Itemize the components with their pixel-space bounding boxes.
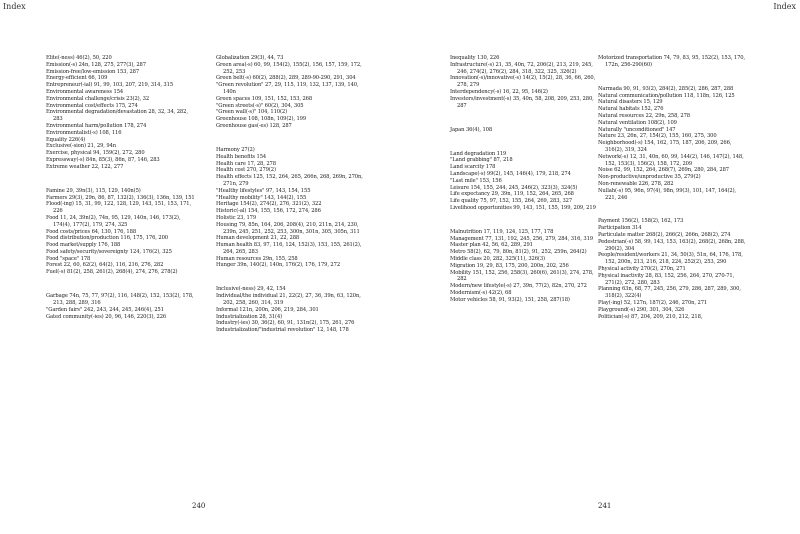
- index-entry: Globalization 29(3), 44, 73: [216, 55, 284, 61]
- index-entry: Natural ventilation 108(2), 109: [598, 119, 677, 126]
- index-column-1: [46, 55, 196, 320]
- index-entry: Network(-s) 12, 31, 40n, 60, 99, 144(2), 146, 147(2), 148, 152, 153(3), 156(2), 158, 172, 209: [598, 153, 744, 167]
- index-entry: Industrialization/"industrial revolution" 12, 148, 178: [216, 327, 349, 334]
- index-entry: Green belt(-s) 60(2), 288(2), 289, 289-90-290, 291, 304: [216, 75, 356, 82]
- index-entry: Exercise, physical 94, 159(2), 272, 280: [46, 150, 145, 157]
- index-entry: Extreme weather 22, 122, 277: [46, 163, 124, 170]
- index-gap: [450, 139, 600, 146]
- index-entry: Investors/investment(-s) 35, 40n, 58, 208, 209, 253, 280, 287: [450, 95, 594, 109]
- index-entry: Housing 79, 85n, 164, 206, 208(4), 210, 211n, 214, 230, 239n, 245, 251, 252, 253, 300n, 301n, 305, 305n, 311: [216, 221, 360, 235]
- index-entry: Noise 62, 99, 152, 264, 268(7), 269n, 280, 284, 287: [598, 167, 729, 174]
- index-entry: Inclusive(-ness) 29, 42, 154: [216, 286, 286, 293]
- index-entry: Inequality 130, 226: [450, 55, 500, 61]
- index-gap: [598, 207, 748, 214]
- index-entry: Payment 156(2), 158(2), 162, 173: [598, 218, 684, 225]
- index-entry: Participation 314: [598, 225, 642, 232]
- index-gap: [216, 274, 366, 281]
- index-gap: [450, 217, 600, 224]
- index-entry: Physical activity 270(2), 270n, 271: [598, 266, 686, 273]
- index-entry: Mobility 151, 152, 256, 258(3), 260(6), 261(3), 274, 278, 282: [450, 269, 594, 283]
- index-entry: Environmental degradation/devastation 28, 32, 34, 282, 283: [46, 109, 188, 123]
- index-entry: Natural communication/pollution 118, 118n, 126, 125: [598, 92, 735, 99]
- index-entry: Leisure 154, 155, 244, 245, 246(2), 323(3), 324(5): [450, 184, 578, 191]
- index-entry: Greenhouse gas(-es) 128, 287: [216, 122, 292, 129]
- index-entry: Entrepreneur(-ial) 91, 99, 103, 207, 219, 314, 315: [46, 82, 174, 89]
- running-head-right: Index: [773, 2, 796, 11]
- index-entry: Food distribution/production 116, 175, 176, 200: [46, 235, 168, 242]
- index-entry: Life quality 75, 97, 152, 155, 264, 269, 283, 327: [450, 198, 573, 205]
- index-entry: Health care 17, 28, 278: [216, 160, 276, 167]
- index-entry: Playground(-s) 290, 301, 304, 326: [598, 306, 685, 313]
- index-entry: Exclusive(-sion) 21, 29, 94n: [46, 143, 117, 150]
- index-entry: Motor vehicles 58, 91, 93(2), 151, 258, 287(18): [450, 296, 570, 303]
- index-entry: Life expectancy 29, 39n, 119, 152, 264, 265, 268: [450, 191, 574, 198]
- index-entry: Fuel(-s) 81(2), 258, 261(2), 268(4), 274, 276, 278(2): [46, 269, 178, 276]
- index-column-4: [598, 55, 748, 320]
- index-entry: Health benefits 154: [216, 153, 267, 160]
- index-entry: Pedestrian(-s) 58, 99, 143, 153, 163(2), 268(2), 268n, 288, 290(2), 304: [598, 238, 746, 252]
- index-entry: Equality 226(4): [46, 136, 86, 143]
- index-entry: Environmental challenge/crisis 23(2), 32: [46, 95, 150, 102]
- index-entry: Gated community(-ies) 20, 96, 146, 220(3), 226: [46, 313, 167, 320]
- index-entry: Non-productive/unproductive 35, 279(2): [598, 174, 701, 181]
- index-entry: Forest 22, 60, 62(2), 64(2), 116, 216, 276, 282: [46, 262, 164, 269]
- index-entry: Politician(-s) 87, 204, 209, 210, 212, 218,: [598, 313, 703, 320]
- right-page: [400, 0, 800, 534]
- index-entry: Historic(-al) 154, 155, 156, 172, 274, 286: [216, 208, 321, 215]
- index-entry: Migration 19, 29, 83, 175, 200, 200n, 202, 256: [450, 262, 569, 269]
- index-entry: "Last mile" 153, 156: [450, 177, 502, 184]
- index-gap: [216, 135, 366, 142]
- index-entry: Narmada 90, 91, 93(2), 284(2), 285(2), 286, 287, 288: [598, 85, 734, 92]
- index-entry: Elite(-ness) 46(2), 50, 220: [46, 55, 112, 61]
- index-entry: Land scarcity 178: [450, 164, 496, 171]
- index-entry: Land degradation 119: [450, 150, 507, 157]
- index-entry: "Green revolution" 27, 29, 115, 119, 132, 137, 139, 140, 140n: [216, 82, 359, 95]
- index-entry: People/resident/workers 21, 34, 50(3), 51n, 64, 176, 178, 152, 200n, 213, 216, 218, 224, 252(2), 253, 290: [598, 252, 743, 266]
- index-entry: Health effects 125, 152, 264, 265, 266n, 268, 269n, 270n, 271n, 279: [216, 174, 363, 187]
- index-entry: Food "space" 178: [46, 255, 91, 262]
- index-entry: Middle class 20, 282, 325(11), 326(3): [450, 256, 545, 263]
- index-entry: Innovation(-s)/innovative(-s) 14(2), 15(2), 28, 36, 66, 260, 278, 279: [450, 75, 596, 89]
- index-entry: Human health 83, 97, 116, 124, 152(3), 153, 155, 261(2), 264, 265, 283: [216, 242, 362, 255]
- index-entry: Non-renewable 226, 278, 282: [598, 180, 674, 187]
- index-entry: Food 11, 24, 39n(2), 74n, 95, 129, 140n, 146, 173(2), 174(4), 177(2), 179, 274, 325: [46, 214, 181, 228]
- index-entry: Environmental harm/pollution 178, 274: [46, 122, 147, 129]
- index-entry: Master plan 42, 56, 62, 289, 291: [450, 242, 533, 249]
- index-entry: Naturally "unconditioned" 147: [598, 126, 676, 133]
- page-number-left: 240: [192, 502, 206, 510]
- index-entry: Nature 23, 26n, 27, 154(2), 155, 160, 275, 300: [598, 133, 717, 140]
- index-gap: [450, 115, 600, 122]
- index-entry: "Green wall(-s)" 104, 110(2): [216, 109, 288, 116]
- index-gap: [598, 74, 748, 81]
- index-entry: Food market/supply 176, 188: [46, 242, 121, 249]
- index-entry: Energy-efficient 66, 109: [46, 75, 108, 82]
- index-entry: Human development 21, 22, 288: [216, 235, 300, 242]
- index-entry: "Healthy lifestyles" 97, 143, 154, 155: [216, 187, 311, 194]
- index-entry: Holistic 23, 179: [216, 214, 257, 221]
- index-entry: "Green streets(-s)" 60(2), 304, 305: [216, 102, 304, 109]
- index-entry: Green area(-s) 60, 99, 154(2), 155(2), 156, 157, 159, 172, 252, 253: [216, 61, 362, 75]
- index-entry: Health cost 270, 279(2): [216, 167, 276, 174]
- index-entry: "Garden fairs" 242, 243, 244, 245, 246(4), 251: [46, 306, 164, 313]
- index-column-3: [450, 55, 600, 304]
- index-entry: Planning 63n, 68, 77, 245, 256, 279, 286, 287, 289, 300, 318(2), 322(4): [598, 286, 741, 300]
- index-column-2: [216, 55, 366, 334]
- index-gap: [46, 176, 196, 183]
- index-entry: Natural resources 22, 29n, 258, 278: [598, 112, 690, 119]
- index-entry: Greenhouse 108, 108n, 109(2), 199: [216, 116, 307, 123]
- index-entry: Interdependency(-s) 16, 22, 95, 146(2): [450, 88, 548, 95]
- index-entry: Food costs/prices 64, 130, 176, 188: [46, 228, 137, 235]
- index-entry: Industry(-ies) 30, 36(2), 60, 91, 131n(2), 175, 261, 276: [216, 320, 355, 327]
- index-entry: Environmental cost/effects 175, 274: [46, 102, 138, 109]
- index-entry: Landscape(-s) 99(2), 145, 146(4), 179, 218, 274: [450, 170, 571, 177]
- page-number-right: 241: [598, 502, 612, 510]
- index-entry: Harmony 27(2): [216, 146, 255, 153]
- index-gap: [46, 281, 196, 288]
- index-entry: Neighborhood(-s) 154, 162, 175, 187, 206, 209, 266, 316(2), 319, 324: [598, 140, 732, 153]
- index-entry: Emission(-s) 24n, 128, 275, 277(3), 287: [46, 61, 146, 68]
- index-entry: Emission-free/low-emission 153, 287: [46, 68, 140, 75]
- index-entry: Natural habitats 152, 276: [598, 106, 664, 113]
- index-entry: "Land grabbing" 87, 218: [450, 157, 513, 164]
- index-entry: "Healthy mobility" 143, 144(2), 155: [216, 194, 307, 201]
- index-entry: Environmentalist(-s) 108, 116: [46, 129, 122, 136]
- index-entry: Farmers 29(3), 29n, 86, 87, 132(2), 136(3), 136n, 139, 151: [46, 194, 195, 201]
- index-entry: Garbage 74n, 75, 77, 97(2), 116, 148(2), 152, 153(2), 178, 213, 288, 289, 316: [46, 293, 194, 307]
- index-entry: Heritage 154(2), 274(2), 276, 321(2), 322: [216, 201, 322, 208]
- running-head-left: Index: [3, 2, 26, 11]
- index-entry: Metro 58(2), 62, 79, 80n, 81(2), 91, 252, 259n, 264(2): [450, 249, 587, 256]
- index-entry: Industrialization 28, 31(4): [216, 313, 283, 320]
- index-entry: Modern/new lifestyle(-s) 27, 39n, 77(2), 82n, 270, 272: [450, 283, 587, 290]
- index-entry: Infrastructure(-s) 21, 35, 40n, 72, 206(2), 213, 219, 245, 246, 274(2), 276(2), 284, 318, 322, 325, 326(2): [450, 61, 593, 75]
- index-entry: Malnutrition 17, 119, 124, 125, 177, 178: [450, 228, 554, 235]
- index-entry: Food safety/security/sovereignty 124, 176(2), 325: [46, 248, 172, 255]
- index-entry: Hunger 39n, 140(2), 140n, 176(2), 176, 179, 272: [216, 262, 341, 269]
- index-entry: Natural disasters 15, 129: [598, 99, 663, 106]
- index-entry: Environmental awareness 154: [46, 88, 124, 95]
- index-entry: Management 77, 131, 192, 245, 256, 279, 284, 316, 319: [450, 235, 593, 242]
- index-entry: Human resources 29n, 155, 258: [216, 255, 298, 262]
- index-entry: Informal 121n, 200n, 206, 219, 284, 301: [216, 306, 319, 313]
- index-entry: Modernism(-s) 42(2), 68: [450, 290, 512, 297]
- index-entry: Play(-ing) 52, 127n, 187(2), 246, 270n, 271: [598, 300, 708, 307]
- index-entry: Flood(-ing) 15, 31, 99, 122, 128, 129, 143, 151, 153, 171, 226: [46, 201, 192, 215]
- index-entry: Particulate matter 268(2), 266(2), 266n, 268(2), 274: [598, 232, 731, 239]
- index-entry: Japan 36(4), 108: [450, 126, 493, 133]
- index-entry: Individual/the individual 21, 22(2), 27, 36, 39n, 63, 120n, 202, 258, 260, 314, 319: [216, 293, 361, 307]
- index-entry: Green spaces 109, 151, 152, 153, 268: [216, 95, 313, 102]
- index-entry: Motorized transportation 74, 79, 83, 95, 152(2), 153, 170, 172n, 256-290(60): [598, 55, 746, 68]
- index-entry: Livelihood opportunities 99, 143, 151, 155, 199, 209, 219: [450, 204, 596, 211]
- index-entry: Expressway(-s) 84n, 85(3), 86n, 87, 146, 283: [46, 156, 160, 163]
- index-entry: Nullah(-s) 95, 96n, 97(4), 98n, 99(3), 101, 147, 164(2), 221, 246: [598, 187, 737, 201]
- index-entry: Famine 29, 39n(3), 115, 129, 140n(5): [46, 187, 141, 194]
- index-entry: Physical inactivity 28, 83, 152, 256, 264, 270, 270-71, 271(2), 272, 280, 283: [598, 272, 735, 286]
